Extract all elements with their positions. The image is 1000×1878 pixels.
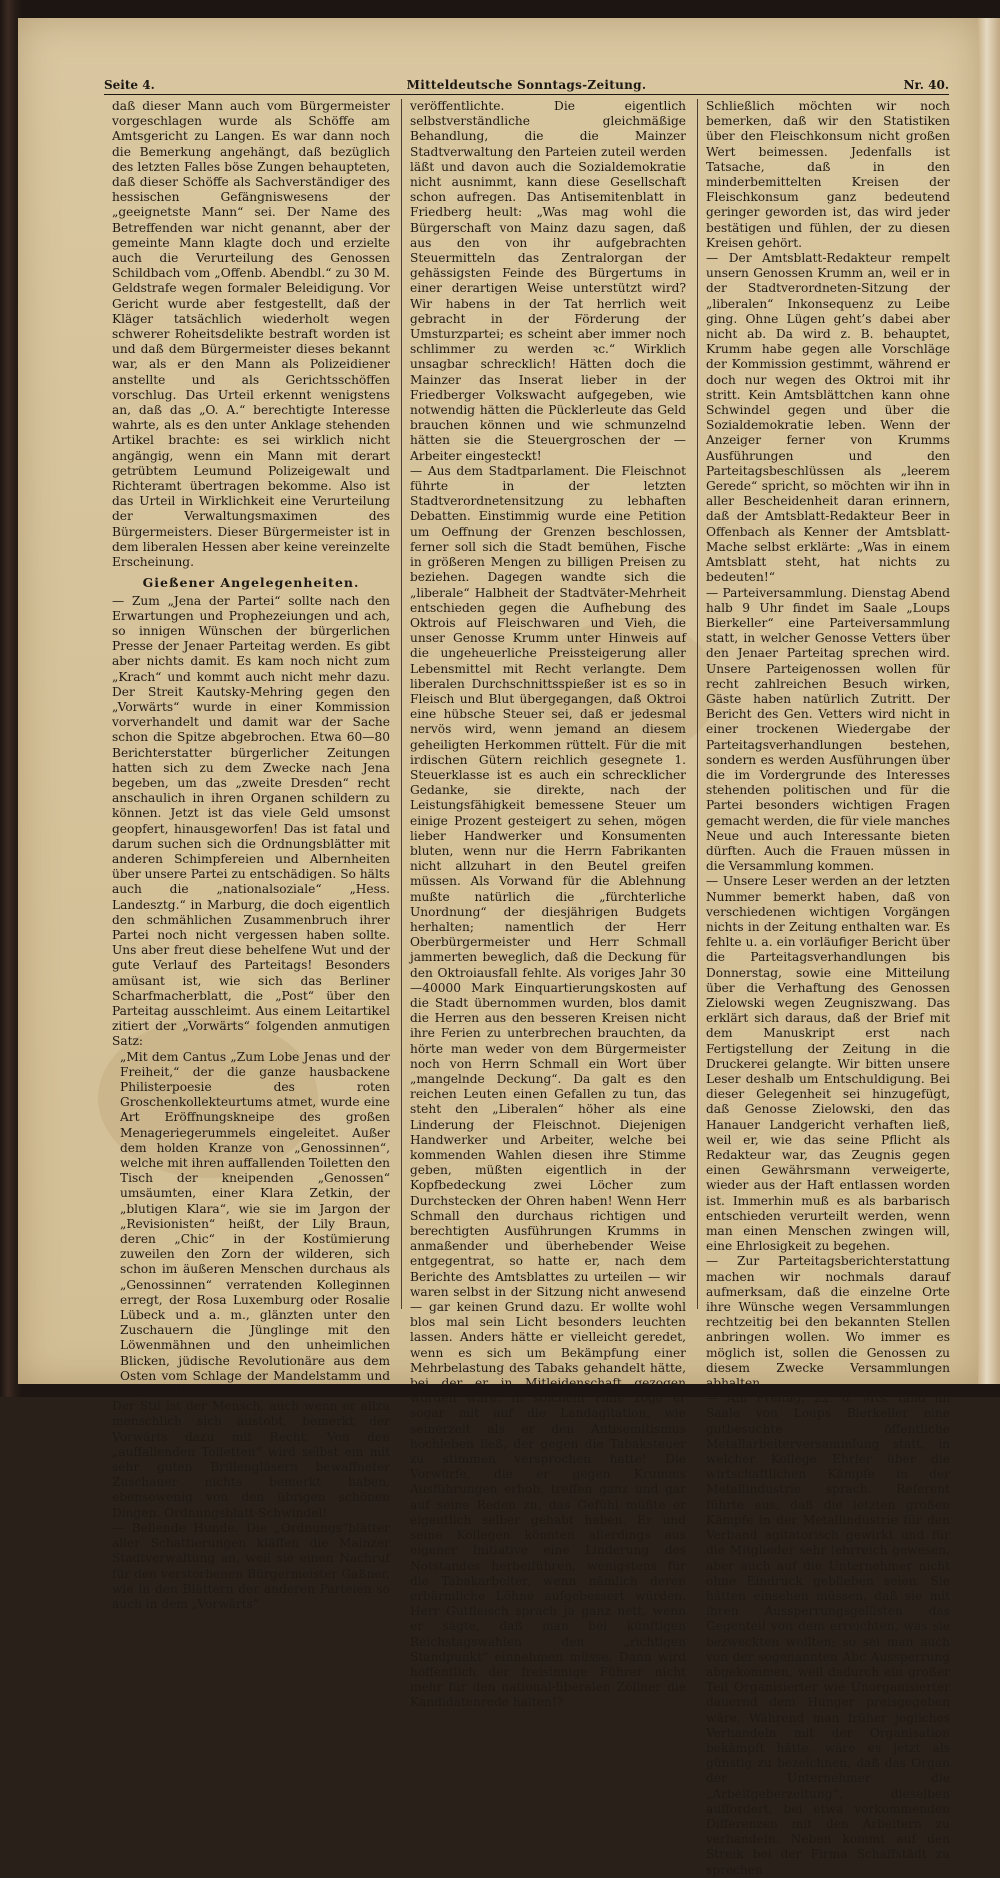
newspaper-title: Mitteldeutsche Sonntags-Zeitung. — [406, 78, 647, 92]
article-paragraph: — Parteiversammlung. Dienstag Abend halb 9 Uhr findet im Saale „Loups Bierkeller“ eine Parteiversammlung statt, in welcher Genosse Vetters über den Jenaer Parteitag sprechen wird. Unsere Parteigenossen wollen für recht zahlreichen Besuch wirken, Gäste haben natürlich Zutritt. Der Bericht des Gen. Vetters wird nicht in einer trockenen Wiedergabe der Parteitagsverhandlungen bestehen, sondern es werden Ausführungen über die im Vordergrunde des Interesses stehenden politischen und für die Partei besonders wichtigen Fragen gemacht werden, die für viele manches Neue und auch Interessante bieten dürften. Auch die Frauen müssen in die Versammlung kommen. — [706, 585, 951, 874]
section-heading: Gießener Angelegenheiten. — [142, 575, 360, 591]
article-paragraph: — Bellende Hunde. Die „Ordnungs“blätter aller Schattierungen kläffen die Mainzer Stadtverwaltung an, weil sie einen Nachruf für den verstorbenen Bürgermeister Gaßner, wie in den Blättern der anderen Parteien so auch in dem „Vorwärts“ — [112, 1520, 390, 1611]
article-paragraph: daß dieser Mann auch vom Bürgermeister vorgeschlagen wurde als Schöffe am Amtsgericht zu Langen. Es war dann noch die Bemerkung angehängt, daß bezüglich des letzten Falles böse Zungen behaupteten, daß dieser Schöffe als Sachverständiger des hessischen Gefängniswesens der „geeignetste Mann“ sei. Der Name des Betreffenden war nicht genannt, aber der gemeinte Mann klagte doch und erzielte auch die Verurteilung des Genossen Schildbach vom „Offenb. Abendbl.“ zu 30 M. Geldstrafe wegen formaler Beleidigung. Vor Gericht wurde aber festgestellt, daß der Kläger tatsächlich wiederholt wegen schwerer Roheitsdelikte bestraft worden ist und daß dem Bürgermeister dieses bekannt war, als er den Mann als Polizeidiener anstellte und als Gerichtsschöffen vorschlug. Das Urteil erkennt wenigstens an, daß das „O. A.“ berechtigte Interesse wahrte, als es den unter Anklage stehenden Artikel brachte: es sei wirklich nicht angängig, wenn ein Mann mit derart getrübtem Leumund Polizeigewalt und Richteramt übertragen bekomme. Also ist das Urteil in Wirklichkeit eine Verurteilung der Verwaltungsmaximen des Bürgermeisters. Dieser Bürgermeister ist in dem liberalen Hessen aber keine vereinzelte Erscheinung. — [112, 99, 390, 570]
column-left — [112, 99, 390, 1611]
article-paragraph: Schließlich möchten wir noch bemerken, daß wir den Statistiken über den Fleischkonsum nicht großen Wert beimessen. Jedenfalls ist Tatsache, daß in den minderbemittelten Kreisen der Fleischkonsum ganz bedeutend geringer geworden ist, das wird jeder bestätigen und fühlen, der zu diesen Kreisen gehört. — [706, 99, 950, 250]
column-right — [706, 99, 951, 1877]
article-paragraph: — Unsere Leser werden an der letzten Nummer bemerkt haben, daß von verschiedenen wichtigen Vorgängen nichts in der Zeitung enthalten war. Es fehlte u. a. ein vorläufiger Bericht über die Parteitagsverhandlungen bis Donnerstag, sowie eine Mitteilung über die Verhaftung des Genossen Zielowski wegen Zeugniszwang. Das erklärt sich daraus, daß der Brief mit dem Manuskript erst nach Fertigstellung der Zeitung in die Druckerei gelangte. Wir bitten unsere Leser deshalb um Entschuldigung. Bei dieser Gelegenheit sei hinzugefügt, daß Genosse Zielowski, den das Hanauer Landgericht verhaften ließ, weil er, wie das seine Pflicht als Redakteur war, das Zeugnis gegen einen Gewährsmann verweigerte, wieder aus der Haft entlassen worden ist. Immerhin muß es als barbarisch entschieden verurteilt werden, wenn man einen Menschen zwingen will, eine Ehrlosigkeit zu begehen. — [706, 874, 950, 1254]
article-paragraph: — Der Amtsblatt-Redakteur rempelt unsern Genossen Krumm an, weil er in der Stadtverordneten-Sitzung der „liberalen“ Inkonsequenz zu Leibe ging. Ohne Lügen geht’s dabei aber nicht ab. Da wird z. B. behauptet, Krumm habe gegen alle Vorschläge der Kommission gestimmt, während er doch nur wegen des Oktroi mit ihr stritt. Kein Amtsblättchen kann ohne Schwindel gegen und über die Sozialdemokratie leben. Wenn der Anzeiger ferner von Krumms Ausführungen und den Parteitagsbeschlüssen als „leerem Gerede“ spricht, so möchten wir ihn in aller Bescheidenheit daran erinnern, daß der Amtsblatt-Redakteur Beer in Offenbach als Kenner der Amtsblatt-Mache selbst erklärte: „Was in einem Amtsblatt steht, hat nichts zu bedeuten!“ — [706, 251, 950, 585]
page-edge — [978, 18, 1000, 1384]
column-middle — [410, 99, 686, 1710]
column-rule — [697, 99, 698, 1309]
article-paragraph: Der Stil ist der Mensch, auch wenn er allzu menschlich sich austobt, bemerkt der Vorwärts dazu mit Recht. Von den „auffallenden Toiletten“ wird selbst ein mit sehr guten Brillengläsern bewaffneter Zuschauer nichts bemerkt haben, ebensowenig von den übrigen schönen Dingen. Ordnungsblatt-Schwindel! — [112, 1399, 390, 1520]
column-rule — [401, 99, 402, 1309]
article-quote: „Mit dem Cantus „Zum Lobe Jenas und der Freiheit,“ der die ganze hausbackene Philisterpoesie des roten Groschenkollekteurtums atmet, wurde eine Art Eröffnungskneipe des großen Menageriegerummels eingeleitet. Außer dem holden Kranze von „Genossinnen“, welche mit ihren auffallenden Toiletten den Tisch der kneipenden „Genossen“ umsäumten, einer Klara Zetkin, der „blutigen Klara“, wie sie im Jargon der „Revisionisten“ heißt, der Lily Braun, deren „Chic“ in der Kostümierung zuweilen den Zorn der wilderen, sich schon im äußeren Menschen durchaus als „Genossinnen“ verratenden Kolleginnen erregt, der Rosa Luxemburg oder Rosalie Lübeck und a. m., glänzten unter den Zuschauern die Jünglinge mit den Löwenmähnen und den unheimlichen Blicken, jüdische Revolutionäre aus dem Osten vom Schlage der Mandelstamm und Silberfarb.“ — [120, 1049, 390, 1399]
article-paragraph: — Zum „Jena der Partei“ sollte nach den Erwartungen und Prophezeiungen und ach, so innigen Wünschen der bürgerlichen Presse der Jenaer Parteitag werden. Es gibt aber nichts damit. Es kam noch nicht zum „Krach“ und kommt auch nicht mehr dazu. Der Streit Kautsky-Mehring gegen den „Vorwärts“ wurde in einer Kommission vorverhandelt und damit war der Sache schon die Spitze abgebrochen. Etwa 60—80 Berichterstatter bürgerlicher Zeitungen hatten sich zu dem Zwecke nach Jena begeben, um das „zweite Dresden“ recht anschaulich in ihren Organen schildern zu können. Jetzt ist das viele Geld umsonst geopfert, hinausgeworfen! Das ist fatal und darum suchen sich die Ordnungsblätter mit anderen Schimpfereien und Albernheiten über unsere Partei zu entschädigen. So hälts auch die „nationalsoziale“ „Hess. Landesztg.“ in Marburg, die doch eigentlich den schmählichen Zusammenbruch ihrer Partei noch nicht vergessen haben sollte. Uns aber freut diese behelfene Wut und der gute Verlauf des Parteitags! Besonders amüsant ist, wie sich das Berliner Scharfmacherblatt, die „Post“ über den Parteitag ausschleimt. Aus einem Leitartikel zitiert der „Vorwärts“ folgenden anmutigen Satz: — [112, 593, 390, 1049]
page-number-label: Seite 4. — [104, 78, 155, 92]
article-paragraph: — Am Freitag, 22. d. Mts. fand im Saale von Loups Bierkeller eine gutbesuchte öffentliche Metallarbeiterversammlung statt, in welcher Kollege Ehrler über die wirtschaftlichen Kämpfe in der Metallindustrie sprach. Referent führte aus, daß die letzten großen Kämpfe in der Metallindustrie für den Verband agitatorisch gewirkt und für die Mitglieder sehr lehrreich gewesen, aber auch auf die Unternehmer nicht ohne Eindruck geblieben seien. Sie hätten einsehen müssen, daß sie mit ihren Aussperrungsgelüsten das Gegenteil von dem erreichten, was sie bezweckten wollten; so sei man auch von der sogenannten Abc Aussperrung abgekommen, weil dadurch ein großer Teil Organisierter wie Unorganisierter dauernd dem Hunger preisgegeben wäre. Während man früher jegliches Verhandeln mit der Organisation bekämpft hätte, wäre es jetzt als günstig zu bezeichnen, daß das Organ der Unternehmer die „Arbeitgeberzeitung“, dieselben auffordert, bei etwa vorkommenden Differenzen mit den Arbeitern zu verhandeln. Neben kommt auf den Streik bei der Firma Schaffstädt zu sprechen — [706, 1391, 950, 1877]
issue-number: Nr. 40. — [903, 78, 949, 92]
page-header — [104, 76, 949, 95]
article-paragraph: — Zur Parteitagsberichterstattung machen wir nochmals darauf aufmerksam, daß die einzelne Orte ihre Wünsche wegen Versammlungen rechtzeitig bei den bekannten Stellen anbringen wollen. Wo immer es möglich ist, sollen die Genossen zu diesem Zwecke Versammlungen abhalten. — [706, 1254, 950, 1391]
article-paragraph: veröffentlichte. Die eigentlich selbstverständliche gleichmäßige Behandlung, die die Mainzer Stadtverwaltung den Parteien zuteil werden läßt und davon auch die Sozialdemokratie nicht ausnimmt, kann diese Gesellschaft schon aufregen. Das Antisemitenblatt in Friedberg heult: „Was mag wohl die Bürgerschaft von Mainz dazu sagen, daß aus den von ihr aufgebrachten Steuermitteln das Zentralorgan der gehässigsten Feinde des Bürgertums in einer derartigen Weise unterstützt wird? Wir habens in der Tat herrlich weit gebracht in der Förderung der Umsturzpartei; es scheint aber immer noch schlimmer zu werden ꝛc.“ Wirklich unsagbar schrecklich! Hätten doch die Mainzer das Inserat lieber in der Friedberger Volkswacht aufgegeben, wie notwendig hätten die Pücklerleute das Geld brauchen können und wie schmunzelnd hätten sie die Steuergroschen der — Arbeiter eingesteckt! — [410, 99, 686, 463]
article-paragraph: — Aus dem Stadtparlament. Die Fleischnot führte in der letzten Stadtverordnetensitzung zu lebhaften Debatten. Einstimmig wurde eine Petition um Oeffnung der Grenzen beschlossen, ferner soll sich die Stadt bemühen, Fische in größeren Mengen zu billigen Preisen zu beziehen. Dagegen wandte sich die „liberale“ Halbheit der Stadtväter-Mehrheit entschieden gegen die Aufhebung des Oktrois auf Fleischwaren und Vieh, die unser Genosse Krumm unter Hinweis auf die ungeheuerliche Preissteigerung aller Lebensmittel mit Recht verlangte. Dem liberalen Durchschnittsspießer ist es so in Fleisch und Blut übergegangen, daß Oktroi eine hübsche Steuer sei, daß er jedesmal nervös wird, wenn jemand an diesem geheiligten Herkommen rüttelt. Für die mit irdischen Gütern reichlich gesegnete 1. Steuerklasse ist es auch ein schrecklicher Gedanke, sie direkte, nach der Leistungsfähigkeit bemessene Steuer um einige Prozent gesteigert zu sehen, mögen lieber Handwerker und Konsumenten bluten, wenn nur die Herrn Fabrikanten nicht allzuhart in den Beutel greifen müssen. Als Vorwand für die Ablehnung mußte natürlich die „fürchterliche Unordnung“ der diesjährigen Budgets herhalten; namentlich der Herr Oberbürgermeister und Herr Schmall jammerten beweglich, daß die Deckung für den Oktroiausfall fehlte. Als voriges Jahr 30—40000 Mark Einquartierungskosten auf die Stadt übernommen wurden, blos damit die Herren aus den besseren Kreisen nicht ihre Ferien zu unterbrechen brauchten, da hörte man weder von dem Bürgermeister noch von Herrn Schmall ein Wort über „mangelnde Deckung“. Da galt es den reichen Leuten einen Gefallen zu tun, das steht den „Liberalen“ höher als eine Linderung der Fleischnot. Diejenigen Handwerker und Arbeiter, welche bei kommenden Wahlen diesen ihre Stimme geben, müßten eigentlich in der Kopfbedeckung zwei Löcher zum Durchstecken der Ohren haben! Wenn Herr Schmall den durchaus richtigen und berechtigten Ausführungen Krumms in anmaßender und überhebender Weise entgegentrat, so hatte er, nach dem Berichte des Amtsblattes zu urteilen — wir waren selbst in der Sitzung nicht anwesend — gar keinen Grund dazu. Er wollte wohl blos mal sein Licht besonders leuchten lassen. Anders hätte er vielleicht geredet, wenn es sich um Bekämpfung einer Mehrbelastung des Tabaks gehandelt hätte, bei der er in Mitleidenschaft gezogen worden wäre. In solchem Falle zöge er sogar mit auf die Landagitation, wie seinerzeit als er den Antisemitismus hochleben ließ, der gegen die Tabaksteuer zu stimmen versprochen hatte! Die Vorwürfe, die er gegen Krumms Ausführungen erhob, treffen ganz und gar auf seine Reden zu, das Gefühl müßte er eigentlich selber gehabt haben. Er und seine Kollegen könnten allerdings aus eigener Initiative eine Linderung des Notstandes herbeiführen, wenigstens für die Tabakarbeiter, wenn nämlich deren erbärmliche Löhne aufgebessert würden. Herr Gutfleisch sprach ja ganz nett, wenn er sagte, daß man bei künftigen Reichstagswahlen den „richtigen Standpunkt“ einnehmen müsse. Dann wird hoffentlich der freisinnige Führer nicht mehr für den national-liberalen Zöllner die Kandidatenrede halten!? — [410, 463, 686, 1710]
